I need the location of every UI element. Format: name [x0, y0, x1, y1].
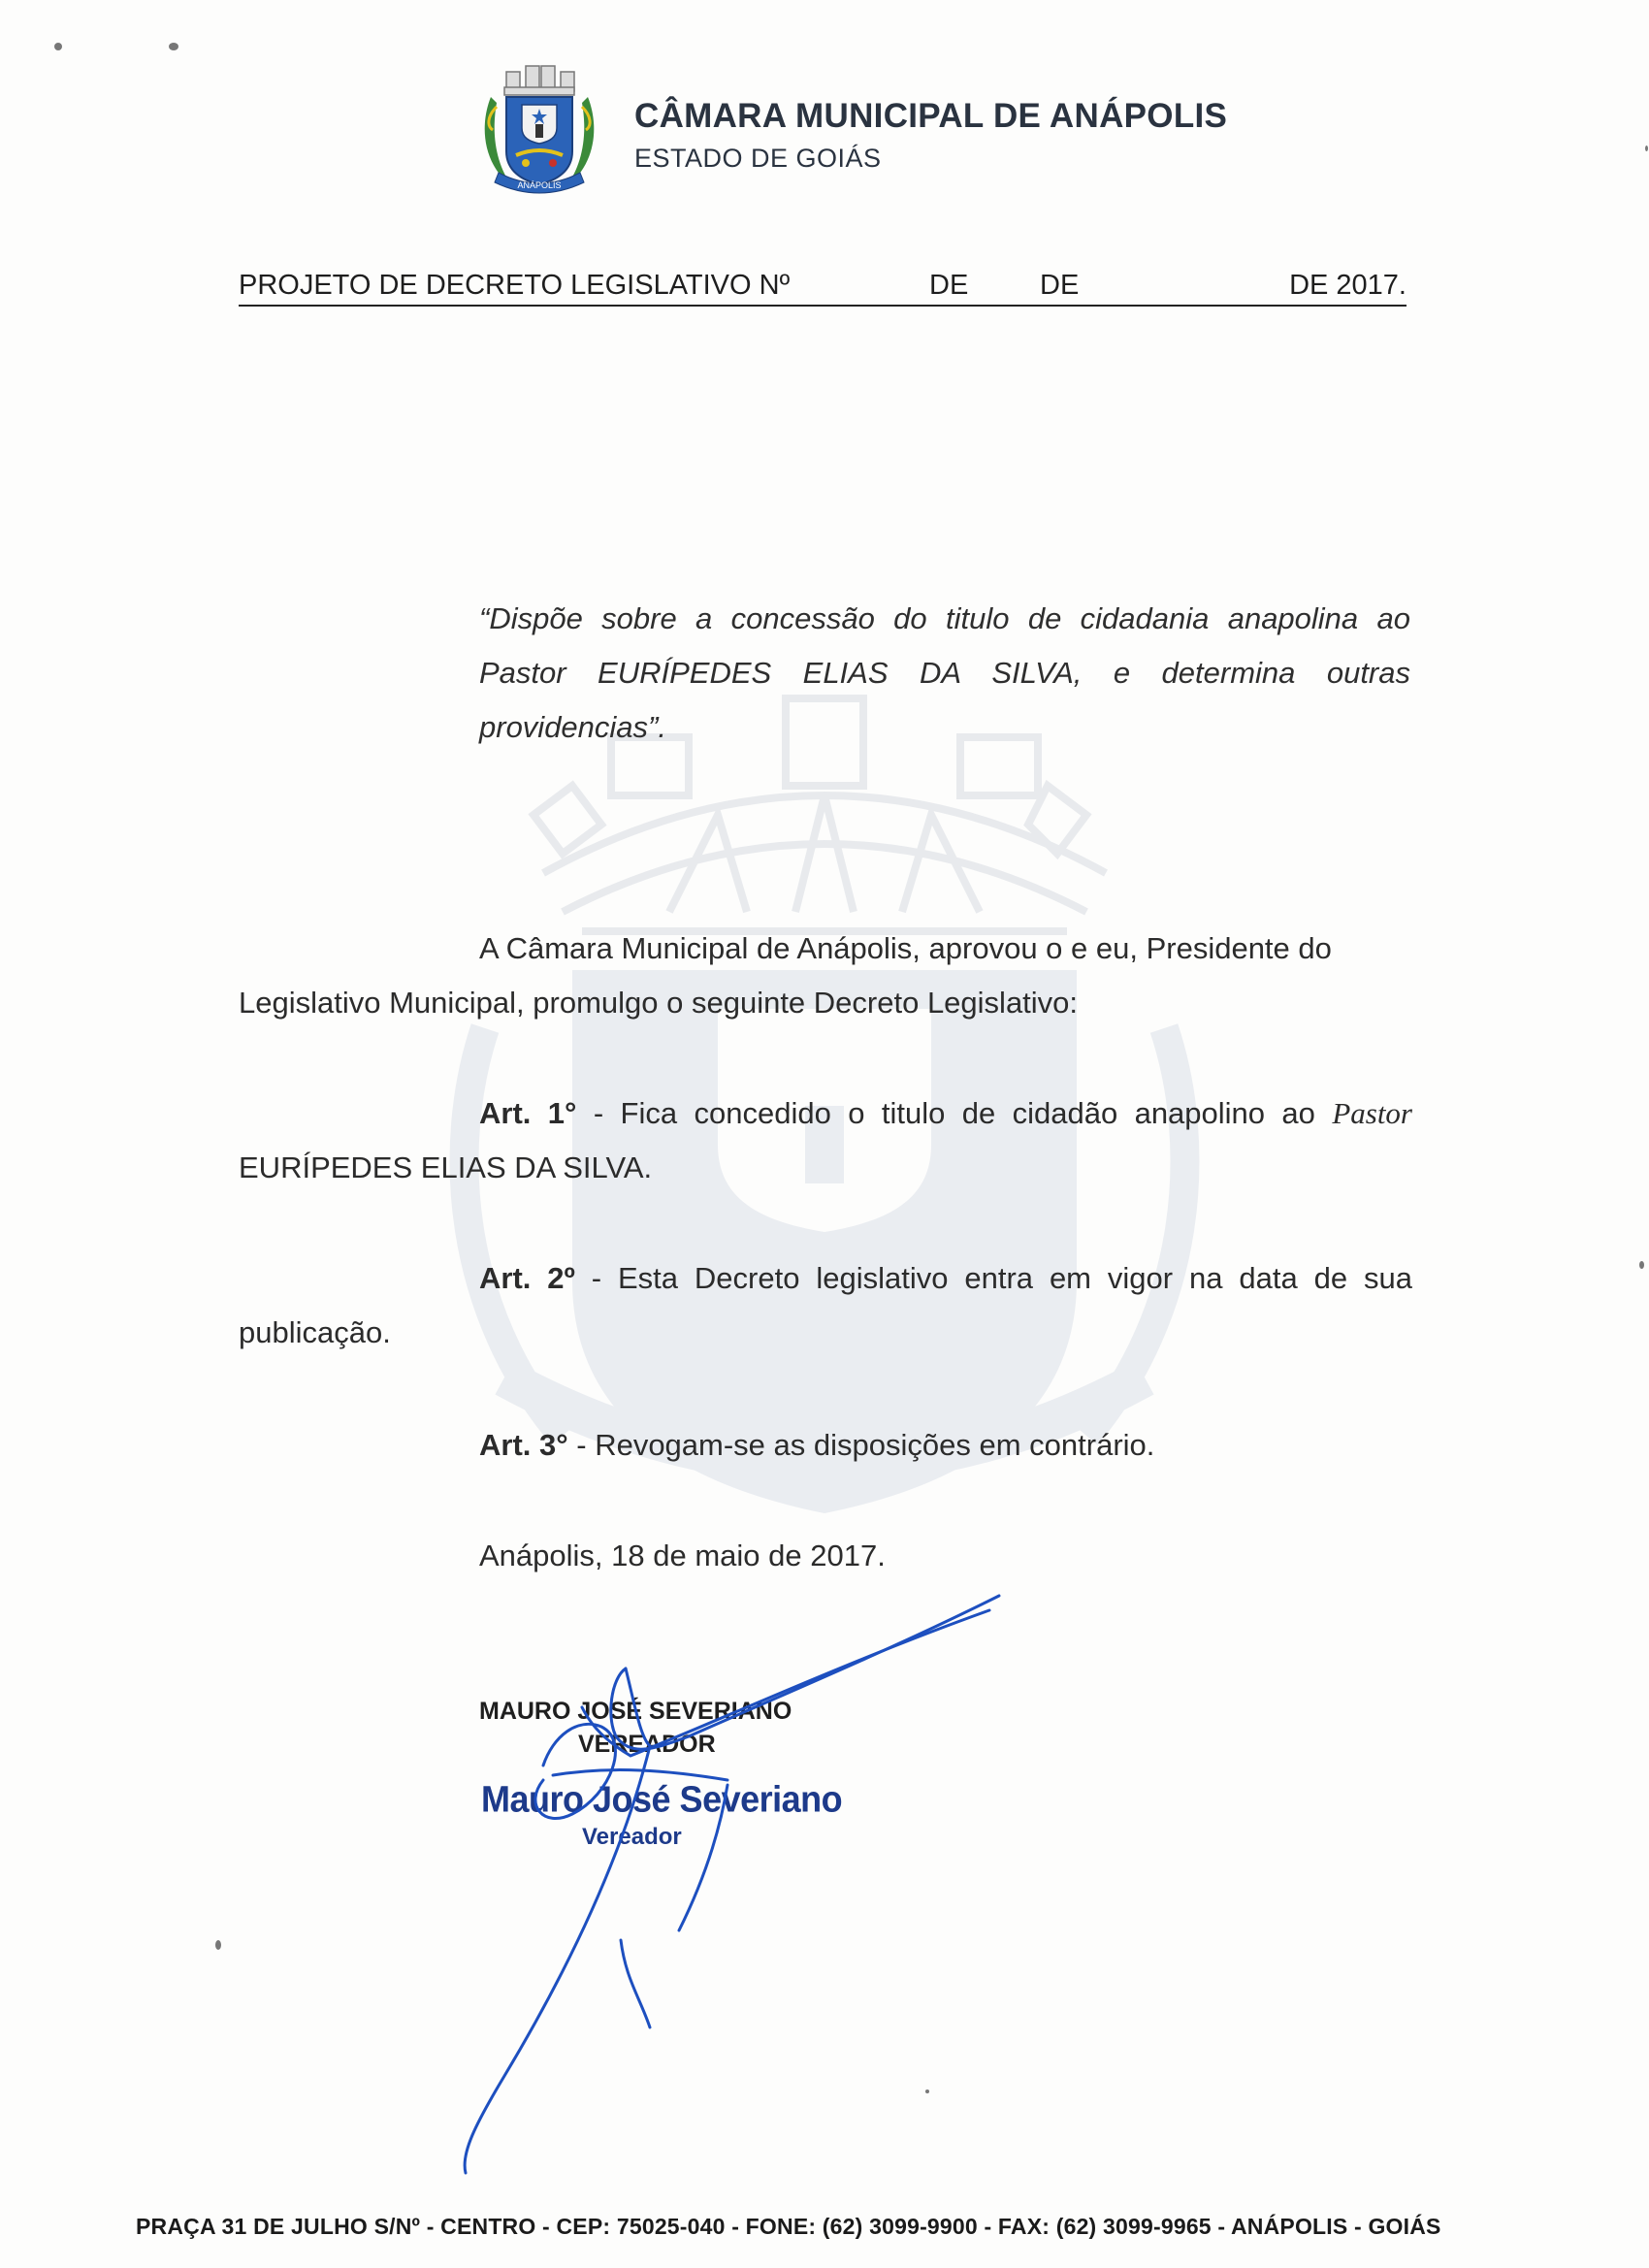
- decree-heading: [239, 270, 1406, 307]
- signatory-name: MAURO JOSÉ SEVERIANO: [479, 1698, 792, 1725]
- decree-heading-de-1: DE: [929, 270, 969, 301]
- article-2-label: Art. 2º: [479, 1261, 575, 1295]
- article-1-text-before: - Fica concedido o titulo de cidadão anapolino ao: [576, 1096, 1333, 1130]
- article-3-text: - Revogam-se as disposições em contrário.: [567, 1428, 1155, 1462]
- article-1-pastor: Pastor: [1332, 1096, 1412, 1130]
- article-3-label: Art. 3°: [479, 1428, 568, 1462]
- signatory-role: VEREADOR: [578, 1731, 716, 1758]
- article-1-text-after: EURÍPEDES ELIAS DA SILVA.: [239, 1150, 653, 1184]
- article-1: [239, 1086, 1412, 1195]
- decree-heading-year: DE 2017.: [1289, 270, 1406, 301]
- handwritten-signature: [407, 1571, 1028, 2192]
- preamble-paragraph: A Câmara Municipal de Anápolis, aprovou o e eu, Presidente do Legislativo Municipal, promulgo o seguinte Decreto Legislativo:: [239, 931, 1332, 1020]
- decree-heading-de-2: DE: [1040, 270, 1080, 301]
- header-subtitle: ESTADO DE GOIÁS: [634, 144, 882, 173]
- footer-address: PRAÇA 31 DE JULHO S/Nº - CENTRO - CEP: 75025-040 - FONE: (62) 3099-9900 - FAX: (62) 3099-9965 - ANÁPOLIS - GOIÁS: [136, 2214, 1441, 2239]
- stamp-name: Mauro José Severiano: [481, 1777, 843, 1820]
- article-2: [239, 1251, 1412, 1360]
- article-3: [479, 1418, 1410, 1473]
- stamp-role: Vereador: [582, 1824, 682, 1850]
- header-title: CÂMARA MUNICIPAL DE ANÁPOLIS: [634, 97, 1228, 135]
- city-crest-icon: [477, 58, 601, 204]
- article-1-label: Art. 1°: [479, 1096, 577, 1130]
- decree-summary: “Dispõe sobre a concessão do titulo de cidadania anapolina ao Pastor EURÍPEDES ELIAS DA SILVA, e determina outras providencias”.: [479, 601, 1410, 744]
- crest-ribbon-text: ANÁPOLIS: [517, 180, 562, 190]
- dateline: Anápolis, 18 de maio de 2017.: [479, 1539, 886, 1572]
- decree-heading-main: PROJETO DE DECRETO LEGISLATIVO Nº: [239, 270, 791, 301]
- article-2-text: - Esta Decreto legislativo entra em vigor na data de sua publicação.: [239, 1261, 1412, 1349]
